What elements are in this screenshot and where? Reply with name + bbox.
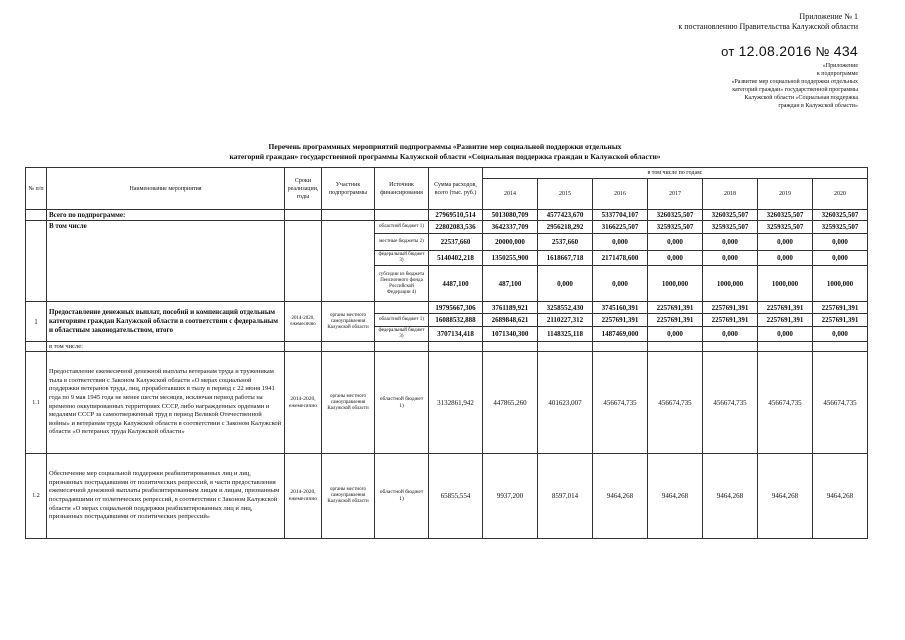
header-year: 2016 [593, 179, 648, 210]
including-row [26, 342, 868, 352]
year-value: 0,000 [648, 234, 703, 251]
year-value: 3258552,430 [538, 302, 593, 314]
year-value: 2956218,292 [538, 221, 593, 234]
year-value: 2257691,391 [703, 302, 758, 314]
item-number: 1 [26, 302, 47, 342]
program-activities-table [25, 167, 868, 539]
year-value: 0,000 [758, 251, 813, 266]
year-value: 0,000 [813, 327, 868, 342]
breakdown-row [26, 221, 868, 234]
year-value: 3642337,709 [483, 221, 538, 234]
item-1-2-row [26, 454, 868, 539]
year-value: 2257691,391 [758, 314, 813, 327]
funding-source: областной бюджет 1) [375, 314, 429, 327]
empty-cell [483, 342, 538, 352]
year-value: 2257691,391 [648, 302, 703, 314]
empty-cell [648, 342, 703, 352]
total-year-value: 3260325,507 [758, 210, 813, 221]
appendix-date-line [721, 43, 858, 59]
item-terms: 2014-2020, ежемесячно [285, 302, 322, 342]
year-value: 9464,268 [703, 454, 758, 539]
appendix-sub-line: граждан в Калужской области» [778, 103, 858, 109]
empty-cell [322, 221, 375, 302]
year-value: 1000,000 [648, 266, 703, 302]
year-value: 1487469,000 [593, 327, 648, 342]
document-title-line1: Перечень программных мероприятий подпрограммы «Развитие мер социальной поддержки отдельных [268, 142, 622, 151]
empty-cell [26, 221, 47, 302]
year-value: 9464,268 [593, 454, 648, 539]
header-source: Источник финансирования [375, 168, 429, 210]
year-value: 2537,660 [538, 234, 593, 251]
year-value: 2171478,600 [593, 251, 648, 266]
total-year-value: 4577423,670 [538, 210, 593, 221]
year-value: 0,000 [648, 327, 703, 342]
row-total: 22537,660 [429, 234, 483, 251]
empty-cell [322, 210, 375, 221]
year-value: 3259325,507 [648, 221, 703, 234]
appendix-decree: к постановлению Правительства Калужской области [678, 22, 858, 31]
item-terms: 2014-2020, ежемесячно [285, 454, 322, 539]
empty-cell [26, 210, 47, 221]
year-value: 2689848,621 [483, 314, 538, 327]
year-value: 1000,000 [758, 266, 813, 302]
year-value: 456674,735 [648, 352, 703, 454]
row-total: 3707134,418 [429, 327, 483, 342]
row-total: 65855,554 [429, 454, 483, 539]
year-value: 9464,268 [813, 454, 868, 539]
appendix-sub-line: категорий граждан» государственной программы [732, 87, 858, 93]
empty-cell [322, 342, 375, 352]
year-value: 3166225,507 [593, 221, 648, 234]
header-year: 2015 [538, 179, 593, 210]
year-value: 9464,268 [758, 454, 813, 539]
row-total: 16088532,888 [429, 314, 483, 327]
row-total: 19795667,306 [429, 302, 483, 314]
header-year: 2017 [648, 179, 703, 210]
empty-cell [593, 342, 648, 352]
total-sum: 27969510,514 [429, 210, 483, 221]
header-year: 2019 [758, 179, 813, 210]
empty-cell [758, 342, 813, 352]
year-value: 2257691,391 [703, 314, 758, 327]
funding-source: федеральный бюджет 3) [375, 327, 429, 342]
year-value: 0,000 [813, 234, 868, 251]
year-value: 3761189,921 [483, 302, 538, 314]
total-year-value: 3260325,507 [648, 210, 703, 221]
row-total: 5140402,218 [429, 251, 483, 266]
year-value: 9937,200 [483, 454, 538, 539]
total-row [26, 210, 868, 221]
document-title-line2: категорий граждан» государственной программы Калужской области «Социальная поддержка граждан в Калужской области» [229, 152, 661, 161]
empty-cell [375, 210, 429, 221]
year-value: 456674,735 [813, 352, 868, 454]
appendix-sub-line: к подпрограмме [816, 71, 858, 77]
total-label: Всего по подпрограмме: [47, 210, 285, 221]
appendix-sub-line: «Развитие мер социальной поддержки отдельных [731, 79, 858, 85]
empty-cell [538, 342, 593, 352]
header-participant: Участник подпрограммы [322, 168, 375, 210]
funding-source: областной бюджет 1) [375, 352, 429, 454]
year-value: 0,000 [703, 251, 758, 266]
year-value: 1618667,718 [538, 251, 593, 266]
empty-cell [703, 342, 758, 352]
item-participant: органы местного самоуправления Калужской области [322, 352, 375, 454]
year-value: 0,000 [648, 251, 703, 266]
row-total: 22802083,536 [429, 221, 483, 234]
header-name: Наименование мероприятия [47, 168, 285, 210]
funding-source: областной бюджет 1) [375, 221, 429, 234]
including-label: в том числе: [47, 342, 285, 352]
year-value: 0,000 [703, 327, 758, 342]
year-value: 2257691,391 [648, 314, 703, 327]
year-value: 2257691,391 [813, 314, 868, 327]
year-value: 456674,735 [703, 352, 758, 454]
item-name: Предоставление ежемесячной денежной выплаты ветеранам труда и труженикам тыла в соответствии с Законом Калужской области «О мерах социальной поддержки ветеранов труда, лиц, проработавших в тылу в период с 22 июня 1941 года по 9 мая 1945 года не менее шести месяцев, исключая период работы на временно оккупированных территориях СССР, либо награжденных орденами и медалями СССР за самоотверженный труд в период Великой Отечественной войны» и ветеранам труда Калужской области в соответствии с Законом Калужской области «О ветеранах труда Калужской области» [47, 352, 285, 454]
date-prefix: от [721, 44, 735, 59]
total-year-value: 5013080,709 [483, 210, 538, 221]
total-year-value: 3260325,507 [703, 210, 758, 221]
year-value: 487,100 [483, 266, 538, 302]
item-name: Обеспечение мер социальной поддержки реабилитированных лиц и лиц, признанных пострадавшими от политических репрессий, в части предоставления ежемесячной денежной выплаты реабилитированным лицам и лицам, признанным пострадавшими от политических репрессий, в соответствии с Законом Калужской области «О мерах социальной поддержки реабилитированных лиц и лиц, признанных пострадавшими от политических репрессий» [47, 454, 285, 539]
year-value: 9464,268 [648, 454, 703, 539]
year-value: 3259325,507 [703, 221, 758, 234]
year-value: 0,000 [813, 251, 868, 266]
year-value: 0,000 [703, 234, 758, 251]
item-1-1-row [26, 352, 868, 454]
item-1-row [26, 302, 868, 314]
item-participant: органы местного самоуправления Калужской области [322, 302, 375, 342]
year-value: 3259325,507 [758, 221, 813, 234]
year-value: 0,000 [758, 234, 813, 251]
year-value: 2257691,391 [593, 314, 648, 327]
year-value: 1071340,300 [483, 327, 538, 342]
item-terms: 2014-2020, ежемесячно [285, 352, 322, 454]
funding-source: областной бюджет 1) [375, 454, 429, 539]
header-year: 2020 [813, 179, 868, 210]
decree-number: 434 [833, 43, 858, 59]
year-value: 3745160,391 [593, 302, 648, 314]
year-value: 2110227,312 [538, 314, 593, 327]
empty-cell [285, 210, 322, 221]
empty-cell [285, 342, 322, 352]
funding-source: федеральный бюджет 3) [375, 251, 429, 266]
empty-cell [285, 221, 322, 302]
year-value: 401623,007 [538, 352, 593, 454]
year-value: 1000,000 [703, 266, 758, 302]
year-value: 1000,000 [813, 266, 868, 302]
year-value: 447865,260 [483, 352, 538, 454]
year-value: 20000,000 [483, 234, 538, 251]
header-terms: Сроки реализации, годы [285, 168, 322, 210]
appendix-header [678, 12, 858, 32]
document-title [210, 142, 680, 162]
header-year: 2014 [483, 179, 538, 210]
empty-cell [429, 342, 483, 352]
number-prefix: № [815, 44, 830, 59]
year-value: 456674,735 [593, 352, 648, 454]
row-total: 4487,100 [429, 266, 483, 302]
item-name: Предоставление денежных выплат, пособий и компенсаций отдельным категориям граждан Калужской области в соответствии с федеральным и областным законодательством, итого [47, 302, 285, 342]
appendix-sub-line: «Приложение [822, 63, 858, 69]
appendix-sub-line: Калужской области «Социальная поддержка [744, 95, 858, 101]
appendix-title: Приложение № 1 [799, 12, 858, 21]
year-value: 0,000 [593, 234, 648, 251]
year-value: 2257691,391 [758, 302, 813, 314]
header-by-year: в том числе по годам: [483, 168, 868, 179]
year-value: 0,000 [593, 266, 648, 302]
empty-cell [375, 302, 429, 314]
year-value: 2257691,391 [813, 302, 868, 314]
header-total: Сумма расходов, всего (тыс. руб.) [429, 168, 483, 210]
breakdown-label: В том числе [47, 221, 285, 302]
year-value: 1350255,900 [483, 251, 538, 266]
year-value: 0,000 [538, 266, 593, 302]
funding-source: местные бюджеты 2) [375, 234, 429, 251]
empty-cell [375, 342, 429, 352]
total-year-value: 5337704,107 [593, 210, 648, 221]
year-value: 0,000 [758, 327, 813, 342]
year-value: 8597,014 [538, 454, 593, 539]
funding-source: субсидии из бюджета Пенсионного фонда Российской Федерации 4) [375, 266, 429, 302]
item-number: 1.1 [26, 352, 47, 454]
year-value: 1148325,118 [538, 327, 593, 342]
year-value: 456674,735 [758, 352, 813, 454]
appendix-subprogram [658, 62, 858, 110]
total-year-value: 3260325,507 [813, 210, 868, 221]
item-number: 1.2 [26, 454, 47, 539]
decree-date: 12.08.2016 [738, 43, 812, 59]
empty-cell [813, 342, 868, 352]
header-year: 2018 [703, 179, 758, 210]
item-participant: органы местного самоуправления Калужской области [322, 454, 375, 539]
row-total: 3132861,942 [429, 352, 483, 454]
header-num: № п/п [26, 168, 47, 210]
year-value: 3259325,507 [813, 221, 868, 234]
empty-cell [26, 342, 47, 352]
